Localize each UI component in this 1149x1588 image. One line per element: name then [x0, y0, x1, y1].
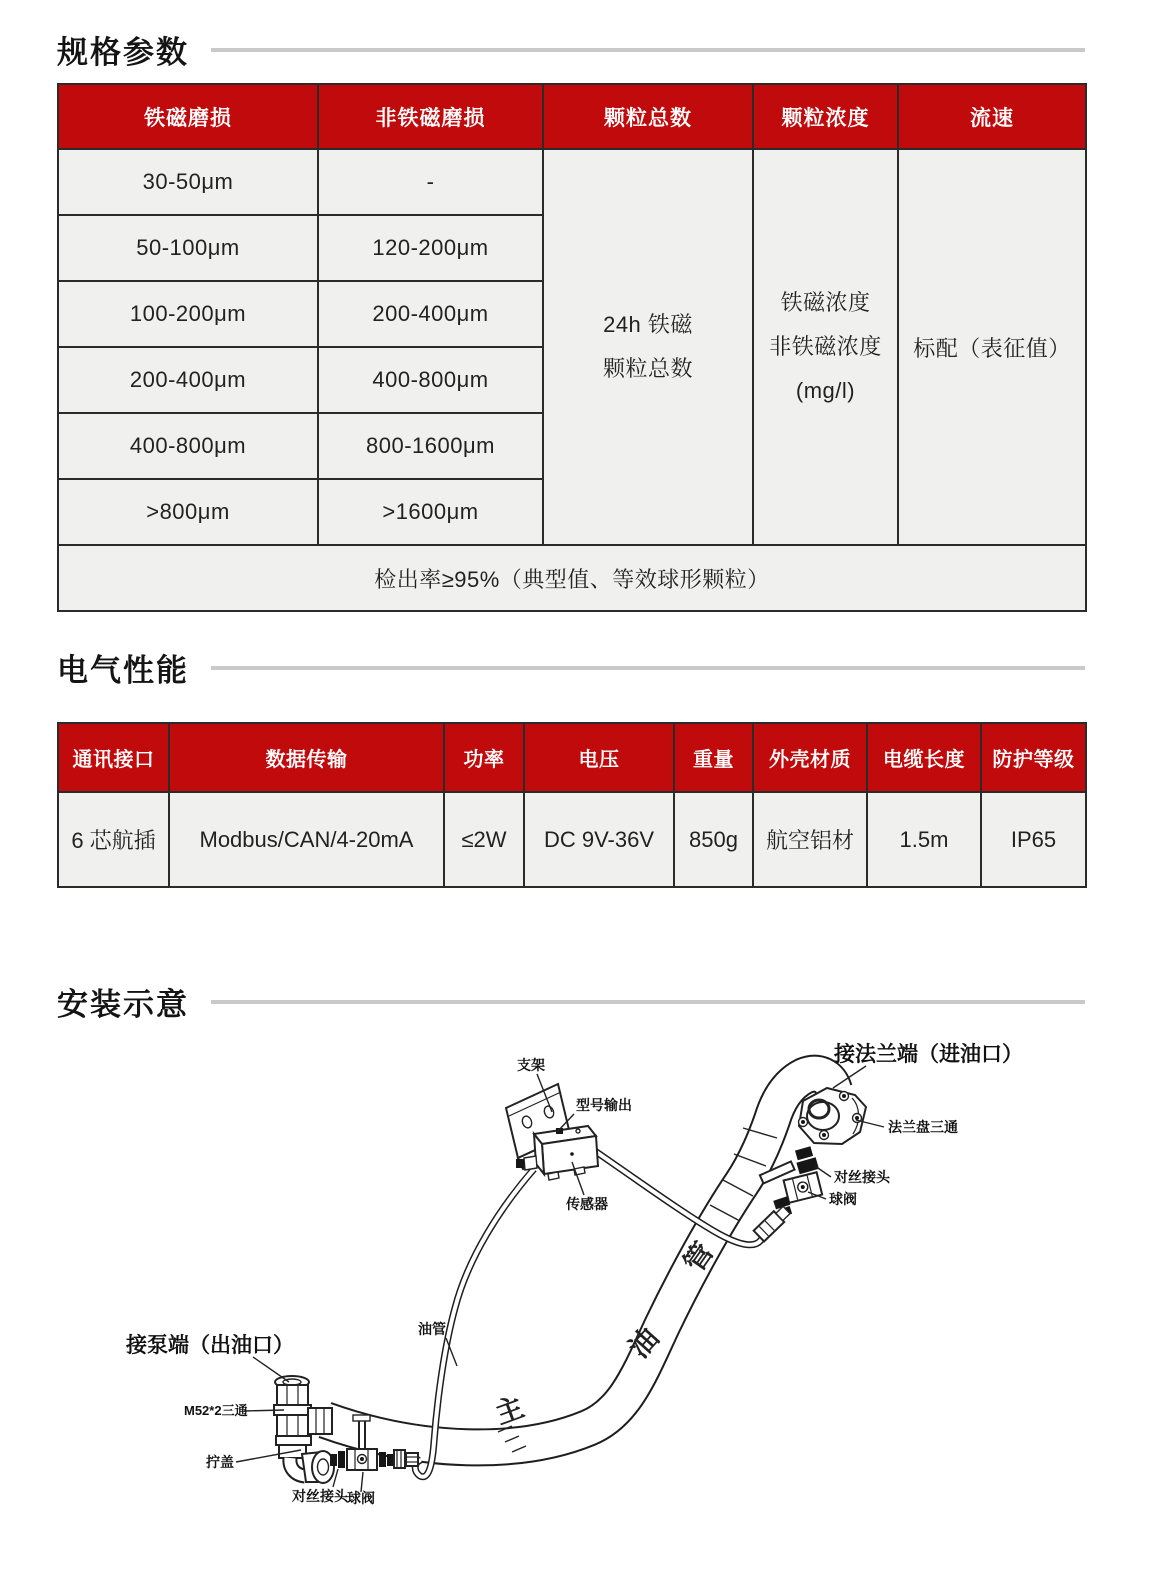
spec-cell: 120-200μm	[318, 215, 543, 281]
spec-row	[58, 149, 1086, 215]
elec-cell-data: Modbus/CAN/4-20mA	[169, 792, 444, 887]
spec-table	[57, 83, 1087, 612]
valve-stem	[359, 1419, 365, 1449]
spec-col-particle-total: 颗粒总数	[543, 84, 753, 149]
section-install-header	[57, 979, 1085, 1024]
elec-col-power: 功率	[444, 723, 524, 792]
angled-fitting-right	[754, 1204, 792, 1241]
union-fitting-bottom	[330, 1454, 337, 1466]
elec-cell-comm: 6 芯航插	[58, 792, 169, 887]
section-spec-header	[57, 27, 1085, 72]
spec-cell: 50-100μm	[58, 215, 318, 281]
spec-title: 规格参数	[57, 35, 189, 70]
label-sensor: 传感器	[566, 1196, 608, 1212]
concentration-line: 非铁磁浓度	[769, 334, 882, 359]
concentration-line: (mg/l)	[795, 378, 856, 403]
install-title: 安装示意	[57, 987, 189, 1022]
spec-cell: 200-400μm	[58, 347, 318, 413]
label-oil-pipe: 油管	[418, 1321, 446, 1337]
label-screw-cap: 拧盖	[206, 1454, 234, 1470]
spec-merged-concentration	[753, 149, 898, 545]
elec-col-cable: 电缆长度	[867, 723, 981, 792]
electrical-value-row	[58, 792, 1086, 887]
label-union-bottom: 对丝接头	[292, 1488, 348, 1504]
spec-col-ferro: 铁磁磨损	[58, 84, 318, 149]
elec-cell-cable: 1.5m	[867, 792, 981, 887]
install-title-rule	[211, 1000, 1085, 1004]
spec-header-row	[58, 84, 1086, 149]
spec-footer-note: 检出率≥95%（典型值、等效球形颗粒）	[58, 545, 1086, 611]
spec-cell: -	[318, 149, 543, 215]
spec-cell: >800μm	[58, 479, 318, 545]
spec-col-flow: 流速	[898, 84, 1086, 149]
spec-title-rule	[211, 48, 1085, 52]
union-fitting-right	[793, 1146, 819, 1175]
ball-valve-bottom	[347, 1449, 377, 1470]
elec-cell-voltage: DC 9V-36V	[524, 792, 674, 887]
union-fitting-silver	[394, 1450, 405, 1468]
spec-footer-row	[58, 545, 1086, 611]
electrical-title-rule	[211, 666, 1085, 670]
spec-merged-particle-total	[543, 149, 753, 545]
label-bracket: 支架	[517, 1057, 545, 1073]
section-electrical-header	[57, 645, 1085, 690]
pipe-char-pipe: 管	[678, 1236, 720, 1278]
electrical-table	[57, 722, 1087, 888]
installation-diagram	[0, 1028, 1149, 1588]
electrical-title: 电气性能	[57, 653, 189, 688]
label-signal-output: 型号输出	[576, 1097, 632, 1113]
electrical-header-row	[58, 723, 1086, 792]
elec-cell-ip: IP65	[981, 792, 1086, 887]
label-m52-tee: M52*2三通	[184, 1403, 248, 1418]
spec-cell: 800-1600μm	[318, 413, 543, 479]
elec-col-voltage: 电压	[524, 723, 674, 792]
pump-end-tee	[274, 1376, 334, 1483]
particle-total-line: 24h 铁磁	[603, 312, 693, 337]
spec-col-nonferro: 非铁磁磨损	[318, 84, 543, 149]
label-flange-tee: 法兰盘三通	[888, 1119, 958, 1135]
spec-cell: 200-400μm	[318, 281, 543, 347]
elec-col-data: 数据传输	[169, 723, 444, 792]
particle-total-line: 颗粒总数	[602, 356, 693, 381]
sensor-side-port	[524, 1156, 537, 1170]
spec-col-concentration: 颗粒浓度	[753, 84, 898, 149]
label-pump-end: 接泵端（出油口）	[126, 1334, 294, 1357]
spec-cell: 100-200μm	[58, 281, 318, 347]
flange-tee	[799, 1088, 867, 1144]
elec-cell-weight: 850g	[674, 792, 753, 887]
elec-col-ip: 防护等级	[981, 723, 1086, 792]
elec-col-weight: 重量	[674, 723, 753, 792]
spec-cell: >1600μm	[318, 479, 543, 545]
label-union-right: 对丝接头	[834, 1169, 890, 1185]
elec-cell-shell: 航空铝材	[753, 792, 867, 887]
elec-cell-power: ≤2W	[444, 792, 524, 887]
elec-col-shell: 外壳材质	[753, 723, 867, 792]
concentration-line: 铁磁浓度	[780, 290, 871, 315]
spec-cell: 30-50μm	[58, 149, 318, 215]
elec-col-comm: 通讯接口	[58, 723, 169, 792]
spec-merged-flow: 标配（表征值）	[898, 149, 1086, 545]
pipe-char-main: 主	[491, 1391, 528, 1430]
label-ball-valve-right: 球阀	[829, 1191, 857, 1207]
label-flange-end: 接法兰端（进油口）	[834, 1043, 1023, 1066]
label-ball-valve-bottom: 球阀	[347, 1490, 375, 1506]
spec-cell: 400-800μm	[58, 413, 318, 479]
spec-cell: 400-800μm	[318, 347, 543, 413]
ball-valve-right	[784, 1172, 823, 1203]
pipe-char-oil: 油	[622, 1322, 665, 1364]
